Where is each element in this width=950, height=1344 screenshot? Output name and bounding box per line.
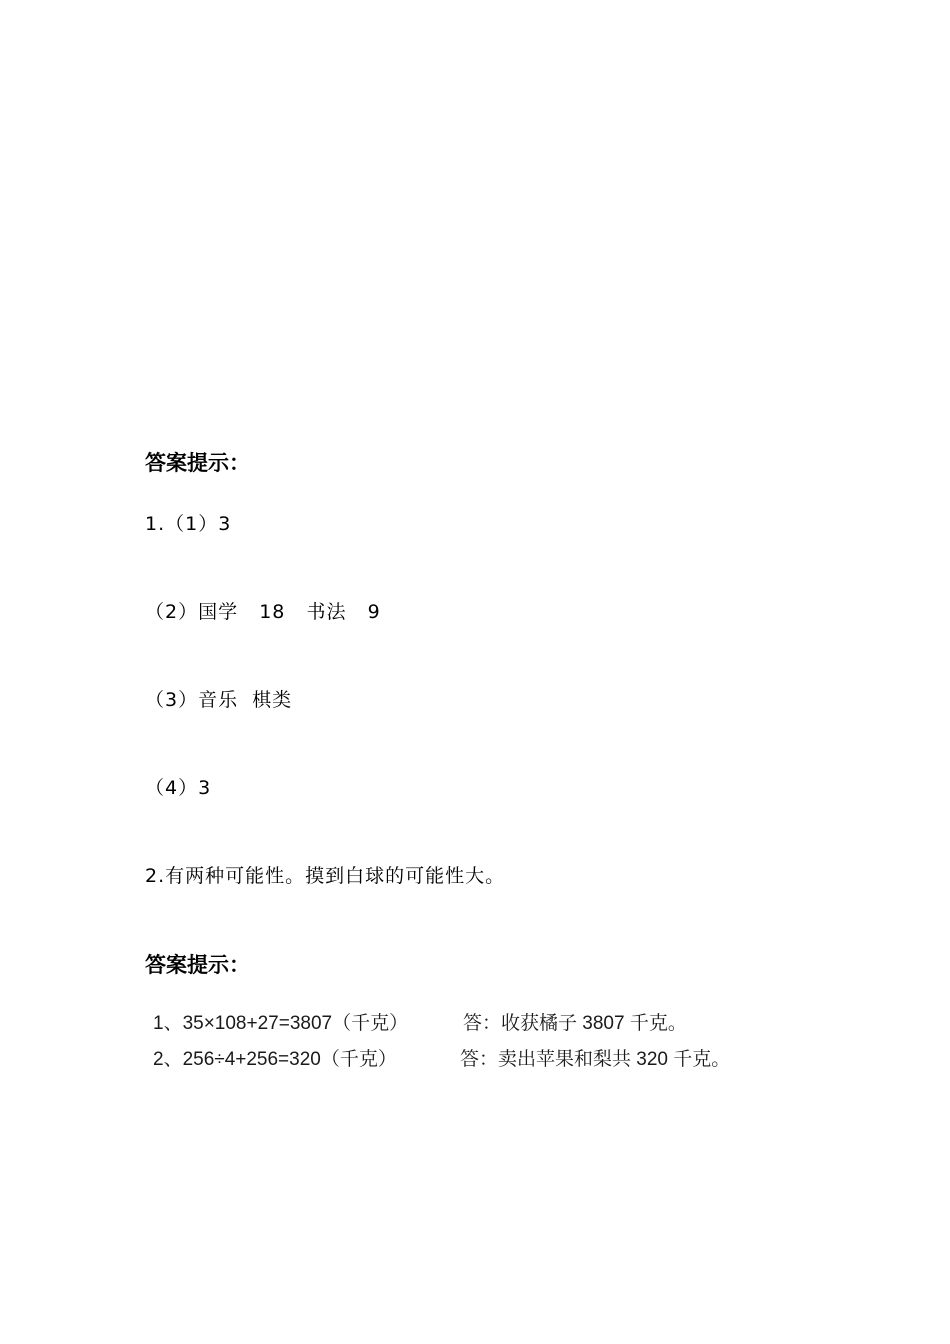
calc-answer-1: 答：收获橘子 3807 千克。	[463, 1013, 687, 1034]
calc-expression-1: 1、35×108+27=3807（千克）	[153, 1013, 409, 1034]
q1-part-2: （2）国学 18 书法 9	[145, 601, 381, 623]
calc-expression-2: 2、256÷4+256=320（千克）	[153, 1049, 397, 1070]
calc-row-1	[153, 1008, 773, 1032]
q2-answer: 2.有两种可能性。摸到白球的可能性大。	[145, 865, 506, 887]
answer-hints-heading-2: 答案提示：	[145, 953, 250, 977]
calc-answer-2: 答：卖出苹果和梨共 320 千克。	[460, 1049, 731, 1070]
calc-row-2	[153, 1044, 773, 1068]
q1-part-4: （4）3	[145, 777, 212, 799]
q1-part-1: 1.（1）3	[145, 513, 232, 535]
q1-part-3: （3）音乐 棋类	[145, 689, 293, 711]
answer-hints-heading-1: 答案提示：	[145, 451, 250, 475]
